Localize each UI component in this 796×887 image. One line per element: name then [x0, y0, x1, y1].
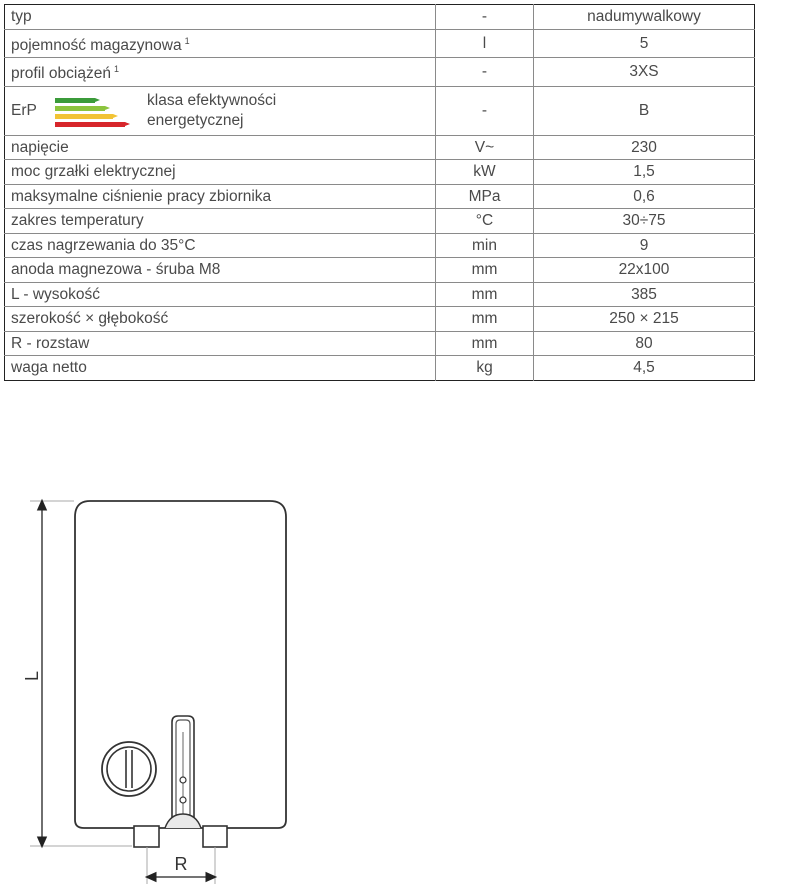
table-row: [5, 307, 755, 332]
spec-value: 4,5: [633, 359, 655, 376]
energy-bar: [55, 98, 95, 103]
table-row: [5, 282, 755, 307]
spec-unit: l: [436, 29, 534, 58]
spec-unit: mm: [436, 331, 534, 356]
erp-label-line: klasa efektywności: [147, 91, 277, 109]
spec-value: 9: [534, 233, 755, 258]
spec-name: napięcie: [5, 135, 436, 160]
spec-name: moc grzałki elektrycznej: [5, 160, 436, 185]
spec-unit: kW: [436, 160, 534, 185]
spec-unit: -: [436, 5, 534, 30]
table-row: [5, 209, 755, 234]
energy-bar: [55, 114, 113, 119]
height-label: L: [22, 670, 42, 682]
spec-value: 80: [534, 331, 755, 356]
spec-value: 3XS: [534, 58, 755, 87]
spacing-label: R: [174, 854, 188, 874]
energy-class-icon: [55, 94, 137, 128]
spec-value: 0,6: [534, 184, 755, 209]
spec-name: szerokość × głębokość: [5, 307, 436, 332]
table-row: [5, 331, 755, 356]
table-row-erp: [5, 86, 755, 135]
spec-value: 250 × 215: [534, 307, 755, 332]
spec-unit: -: [436, 86, 534, 135]
spec-value: 385: [534, 282, 755, 307]
spec-unit: -: [436, 58, 534, 87]
spec-value: 22x100: [534, 258, 755, 283]
water-heater-drawing: [0, 480, 320, 887]
spec-value: B: [534, 86, 755, 135]
left-connector: [134, 826, 159, 847]
table-row: [5, 356, 755, 381]
energy-bar: [55, 122, 125, 127]
table-row: [5, 233, 755, 258]
spec-unit: °C: [436, 209, 534, 234]
spec-name: R - rozstaw: [5, 331, 436, 356]
spec-unit: mm: [436, 258, 534, 283]
pipe-joint: [180, 777, 186, 783]
spec-unit: V~: [436, 135, 534, 160]
spec-unit: min: [436, 233, 534, 258]
spec-name: typ: [5, 5, 436, 30]
spec-table: [4, 4, 755, 381]
erp-label-line: energetycznej: [147, 111, 244, 129]
spec-value: 5: [534, 29, 755, 58]
table-row: [5, 184, 755, 209]
spec-name: maksymalne ciśnienie pracy zbiornika: [5, 184, 436, 209]
thermostat-knob-inner: [107, 747, 151, 791]
spec-value: nadumywalkowy: [534, 5, 755, 30]
spec-value: 230: [534, 135, 755, 160]
erp-code: ErP: [11, 101, 37, 119]
table-row: [5, 135, 755, 160]
table-row: [5, 258, 755, 283]
spec-value: 30÷75: [534, 209, 755, 234]
footnote-marker: 1: [113, 64, 119, 74]
table-row: [5, 29, 755, 58]
spec-name: L - wysokość: [5, 282, 436, 307]
footnote-marker: 1: [184, 35, 190, 46]
right-connector: [203, 826, 227, 847]
energy-bar: [55, 106, 105, 111]
spec-unit: kg: [436, 356, 534, 381]
spec-name: [5, 86, 436, 135]
pipe-joint: [180, 797, 186, 803]
spec-unit: MPa: [436, 184, 534, 209]
spec-name: czas nagrzewania do 35°C: [5, 233, 436, 258]
spec-name: waga netto: [5, 356, 436, 381]
table-row: [5, 160, 755, 185]
spec-value: 1,5: [534, 160, 755, 185]
spec-name: pojemność magazynowa $^1$: [5, 29, 436, 58]
erp-label: [147, 91, 276, 131]
table-row: [5, 5, 755, 30]
table-row: [5, 58, 755, 87]
spec-unit: mm: [436, 282, 534, 307]
spec-name: anoda magnezowa - śruba M8: [5, 258, 436, 283]
spec-name: zakres temperatury: [5, 209, 436, 234]
spec-name: profil obciążeń $^1$: [5, 58, 436, 87]
spec-unit: mm: [436, 307, 534, 332]
